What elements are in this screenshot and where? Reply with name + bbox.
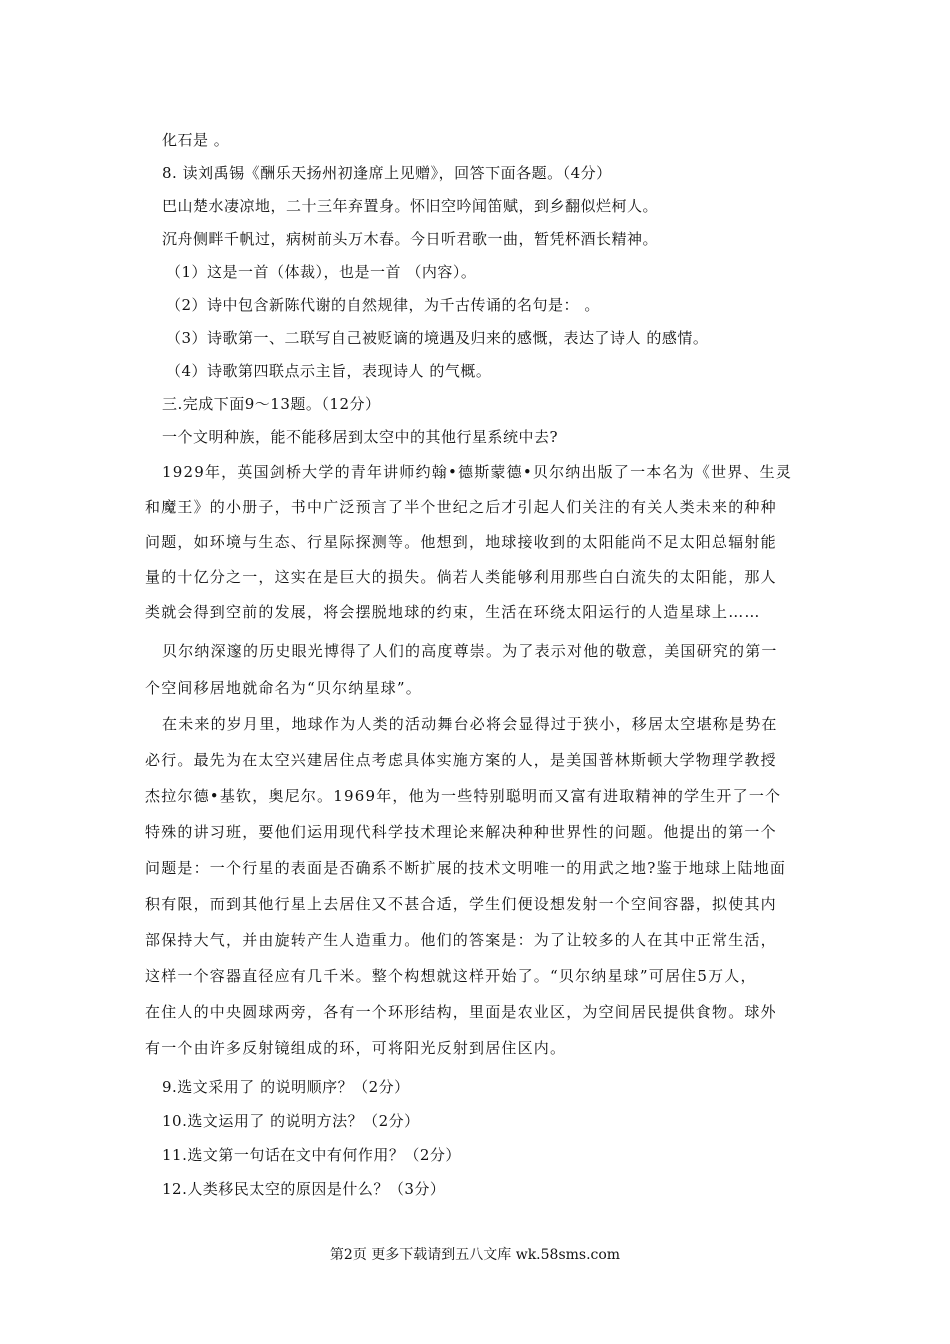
sub-question: （1）这是一首（体裁），也是一首 （内容）。	[166, 263, 477, 281]
passage-line: 这样一个容器直径应有几千米。整个构想就这样开始了。“贝尔纳星球”可居住5万人，	[145, 967, 757, 985]
passage-line: 问题，如环境与生态、行星际探测等。他想到，地球接收到的太阳能尚不足太阳总辐射能	[145, 533, 777, 551]
poem-line: 巴山楚水凄凉地，二十三年弃置身。怀旧空吟闻笛赋，到乡翻似烂柯人。	[162, 197, 659, 215]
question-12: 12.人类移民太空的原因是什么？（3分）	[162, 1180, 446, 1198]
question-11: 11.选文第一句话在文中有何作用？（2分）	[162, 1146, 461, 1164]
passage-line: 贝尔纳深邃的历史眼光博得了人们的高度尊崇。为了表示对他的敬意，美国研究的第一	[162, 642, 778, 660]
passage-line: 必行。最先为在太空兴建居住点考虑具体实施方案的人，是美国普林斯顿大学物理学教授	[145, 751, 777, 769]
passage-line: 部保持大气，并由旋转产生人造重力。他们的答案是：为了让较多的人在其中正常生活，	[145, 931, 777, 949]
passage-line: 有一个由许多反射镜组成的环，可将阳光反射到居住区内。	[145, 1039, 567, 1057]
passage-line: 个空间移居地就命名为“贝尔纳星球”。	[145, 679, 422, 697]
passage-line: 特殊的讲习班，要他们运用现代科学技术理论来解决种种世界性的问题。他提出的第一个	[145, 823, 777, 841]
sub-question: （4）诗歌第四联点示主旨，表现诗人 的气概。	[166, 362, 492, 380]
passage-line: 一个文明种族，能不能移居到太空中的其他行星系统中去?	[162, 428, 559, 446]
text-line: 化石是 。	[162, 131, 230, 149]
question-10: 10.选文运用了 的说明方法？（2分）	[162, 1112, 420, 1130]
passage-line: 类就会得到空前的发展，将会摆脱地球的约束，生活在环绕太阳运行的人造星球上……	[145, 603, 761, 621]
passage-line: 在未来的岁月里，地球作为人类的活动舞台必将会显得过于狭小，移居太空堪称是势在	[162, 715, 778, 733]
passage-line: 问题是：一个行星的表面是否确系不断扩展的技术文明唯一的用武之地?鉴于地球上陆地面	[145, 859, 787, 877]
passage-line: 和魔王》的小册子，书中广泛预言了半个世纪之后才引起人们关注的有关人类未来的种种	[145, 498, 777, 516]
passage-line: 积有限，而到其他行星上去居住又不甚合适，学生们便设想发射一个空间容器，拟使其内	[145, 895, 777, 913]
sub-question: （2）诗中包含新陈代谢的自然规律，为千古传诵的名句是： 。	[166, 296, 600, 314]
passage-line: 量的十亿分之一，这实在是巨大的损失。倘若人类能够利用那些白白流失的太阳能，那人	[145, 568, 777, 586]
passage-line: 在住人的中央圆球两旁，各有一个环形结构，里面是农业区，为空间居民提供食物。球外	[145, 1003, 777, 1021]
poem-line: 沉舟侧畔千帆过，病树前头万木春。今日听君歌一曲，暂凭杯酒长精神。	[162, 230, 659, 248]
question-9: 9.选文采用了 的说明顺序？（2分）	[162, 1078, 410, 1096]
section-three-heading: 三.完成下面9～13题。（12分）	[162, 395, 381, 413]
passage-line: 1929年，英国剑桥大学的青年讲师约翰•德斯蒙德•贝尔纳出版了一本名为《世界、生灵	[162, 463, 793, 481]
passage-line: 杰拉尔德•基钦，奥尼尔。1969年，他为一些特别聪明而又富有进取精神的学生开了一个	[145, 787, 782, 805]
page-footer: 第2页 更多下载请到五八文库 wk.58sms.com	[329, 1247, 621, 1263]
sub-question: （3）诗歌第一、二联写自己被贬谪的境遇及归来的感慨，表达了诗人 的感情。	[166, 329, 709, 347]
question-8-heading: 8. 读刘禹锡《酬乐天扬州初逢席上见赠》，回答下面各题。（4分）	[162, 164, 612, 182]
